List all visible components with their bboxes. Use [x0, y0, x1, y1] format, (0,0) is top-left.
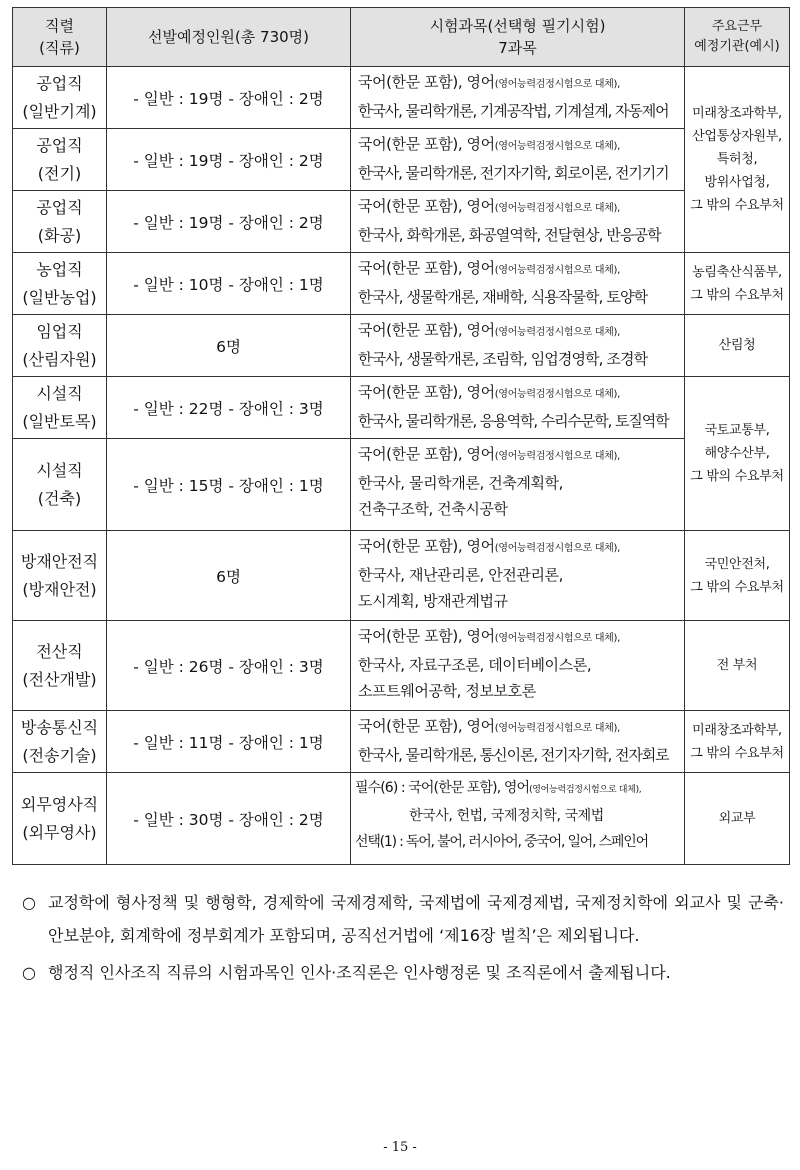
quota-cell: - 일반 : 26명 - 장애인 : 3명	[107, 621, 351, 711]
subjects-cell: 국어(한문 포함), 영어(영어능력검정시험으로 대체), 한국사, 물리학개론, 전기자기학, 회로이론, 전기기기	[351, 129, 685, 191]
header-job-series: 직렬 (직류)	[13, 8, 107, 67]
quota-cell: - 일반 : 19명 - 장애인 : 2명	[107, 129, 351, 191]
subjects-cell: 국어(한문 포함), 영어(영어능력검정시험으로 대체), 한국사, 물리학개론, 기계공작법, 기계설계, 자동제어	[351, 67, 685, 129]
quota-cell: - 일반 : 30명 - 장애인 : 2명	[107, 773, 351, 865]
subjects-cell: 국어(한문 포함), 영어(영어능력검정시험으로 대체), 한국사, 재난관리론, 안전관리론, 도시계획, 방재관계법규	[351, 531, 685, 621]
table-row	[13, 191, 790, 253]
agency-cell: 미래창조과학부, 그 밖의 수요부처	[685, 711, 790, 773]
subjects-cell: 국어(한문 포함), 영어(영어능력검정시험으로 대체), 한국사, 물리학개론, 통신이론, 전기자기학, 전자회로	[351, 711, 685, 773]
table-row	[13, 621, 790, 711]
job-series-cell: 임업직 (산림자원)	[13, 315, 107, 377]
table-row	[13, 315, 790, 377]
subjects-cell: 국어(한문 포함), 영어(영어능력검정시험으로 대체), 한국사, 자료구조론, 데이터베이스론, 소프트웨어공학, 정보보호론	[351, 621, 685, 711]
table-row	[13, 531, 790, 621]
job-series-cell: 외무영사직 (외무영사)	[13, 773, 107, 865]
job-series-cell: 농업직 (일반농업)	[13, 253, 107, 315]
job-series-cell: 시설직 (일반토목)	[13, 377, 107, 439]
header-subjects: 시험과목(선택형 필기시험) 7과목	[351, 8, 685, 67]
footnote-text: 교정학에 형사정책 및 행형학, 경제학에 국제경제학, 국제법에 국제경제법, 국제정치학에 외교사 및 군축·안보분야, 회계학에 정부회계가 포함되며, 공직선거법에 ‘제16장 벌칙’은 제외됩니다.	[48, 893, 784, 945]
agency-cell: 농림축산식품부, 그 밖의 수요부처	[685, 253, 790, 315]
agency-cell: 국토교통부, 해양수산부, 그 밖의 수요부처	[685, 377, 790, 531]
agency-cell: 국민안전처, 그 밖의 수요부처	[685, 531, 790, 621]
agency-cell: 산림청	[685, 315, 790, 377]
quota-cell: 6명	[107, 315, 351, 377]
job-series-cell: 방송통신직 (전송기술)	[13, 711, 107, 773]
subjects-cell: 국어(한문 포함), 영어(영어능력검정시험으로 대체), 한국사, 생물학개론, 재배학, 식용작물학, 토양학	[351, 253, 685, 315]
footnote-2	[22, 956, 784, 989]
subjects-cell: 국어(한문 포함), 영어(영어능력검정시험으로 대체), 한국사, 물리학개론, 건축계획학, 건축구조학, 건축시공학	[351, 439, 685, 531]
subjects-cell: 국어(한문 포함), 영어(영어능력검정시험으로 대체), 한국사, 물리학개론, 응용역학, 수리수문학, 토질역학	[351, 377, 685, 439]
table-row	[13, 253, 790, 315]
table-row	[13, 711, 790, 773]
header-agency: 주요근무 예정기관(예시)	[685, 8, 790, 67]
footnotes	[22, 886, 784, 993]
bullet-circle: ○	[22, 963, 36, 982]
footnote-text: 행정직 인사조직 직류의 시험과목인 인사·조직론은 인사행정론 및 조직론에서 출제됩니다.	[48, 963, 671, 982]
table-row	[13, 439, 790, 531]
table-row	[13, 129, 790, 191]
job-series-cell: 방재안전직 (방재안전)	[13, 531, 107, 621]
job-series-cell: 시설직 (건축)	[13, 439, 107, 531]
job-series-cell: 전산직 (전산개발)	[13, 621, 107, 711]
subjects-cell: 국어(한문 포함), 영어(영어능력검정시험으로 대체), 한국사, 생물학개론, 조림학, 임업경영학, 조경학	[351, 315, 685, 377]
recruitment-table	[12, 7, 790, 865]
agency-cell: 전 부처	[685, 621, 790, 711]
table-row	[13, 377, 790, 439]
quota-cell: - 일반 : 19명 - 장애인 : 2명	[107, 67, 351, 129]
quota-cell: - 일반 : 22명 - 장애인 : 3명	[107, 377, 351, 439]
quota-cell: - 일반 : 19명 - 장애인 : 2명	[107, 191, 351, 253]
job-series-cell: 공업직 (일반기계)	[13, 67, 107, 129]
header-quota: 선발예정인원(총 730명)	[107, 8, 351, 67]
agency-cell: 외교부	[685, 773, 790, 865]
footnote-1	[22, 886, 784, 952]
table-header-row	[13, 8, 790, 67]
quota-cell: - 일반 : 10명 - 장애인 : 1명	[107, 253, 351, 315]
bullet-circle: ○	[22, 893, 36, 912]
agency-cell: 미래창조과학부, 산업통상자원부, 특허청, 방위사업청, 그 밖의 수요부처	[685, 67, 790, 253]
job-series-cell: 공업직 (전기)	[13, 129, 107, 191]
quota-cell: - 일반 : 15명 - 장애인 : 1명	[107, 439, 351, 531]
quota-cell: 6명	[107, 531, 351, 621]
table-row	[13, 773, 790, 865]
page-number: - 15 -	[383, 1140, 417, 1155]
subjects-cell: 국어(한문 포함), 영어(영어능력검정시험으로 대체), 한국사, 화학개론, 화공열역학, 전달현상, 반응공학	[351, 191, 685, 253]
table-row	[13, 67, 790, 129]
quota-cell: - 일반 : 11명 - 장애인 : 1명	[107, 711, 351, 773]
job-series-cell: 공업직 (화공)	[13, 191, 107, 253]
subjects-cell: 필수(6) : 국어(한문 포함), 영어(영어능력검정시험으로 대체), 한국사, 헌법, 국제정치학, 국제법 선택(1) : 독어, 불어, 러시아어, 중국어, 일어, 스페인어	[351, 773, 685, 865]
